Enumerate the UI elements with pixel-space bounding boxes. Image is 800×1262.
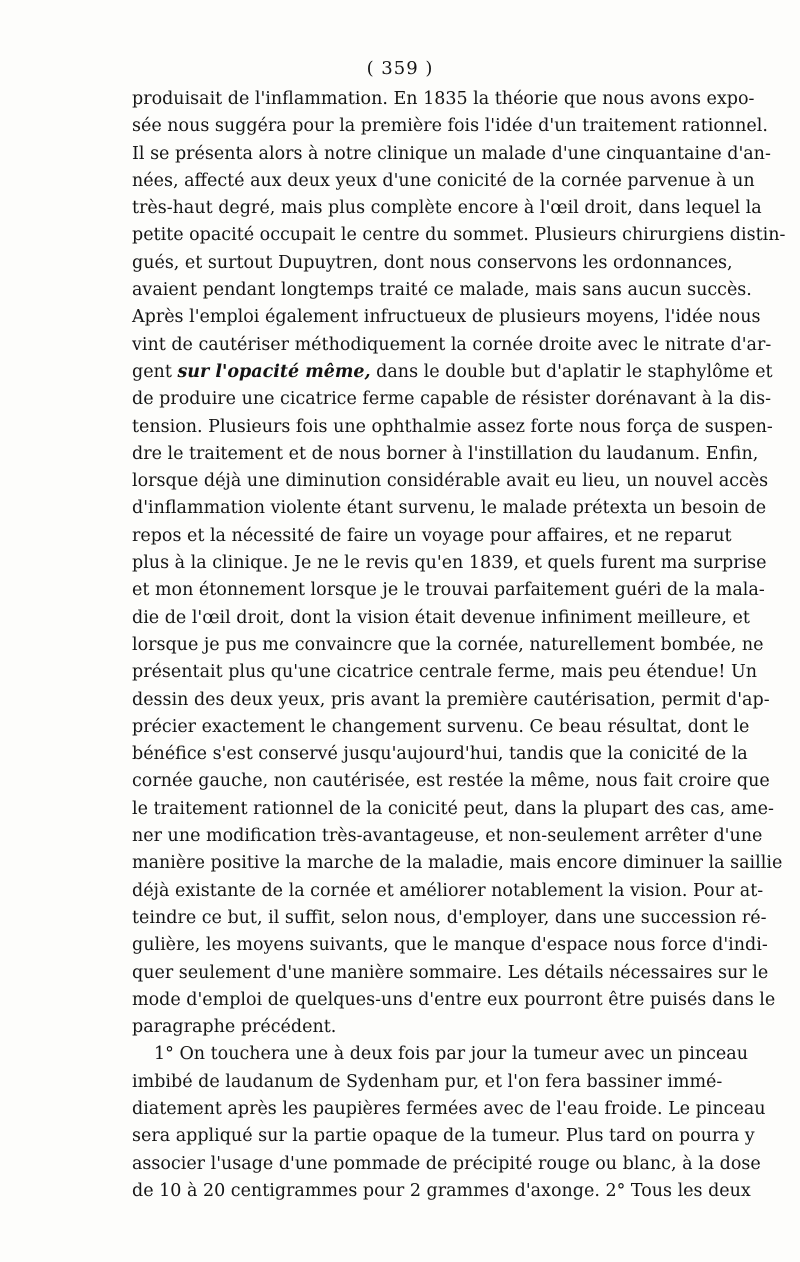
text-line: lorsque déjà une diminution considérable avait eu lieu, un nouvel accès: [132, 471, 769, 492]
text-line: imbibé de laudanum de Sydenham pur, et l'on fera bassiner immé-: [132, 1071, 723, 1092]
text-line: le traitement rationnel de la conicité peut, dans la plupart des cas, ame-: [132, 798, 774, 819]
text-line: mode d'emploi de quelques-uns d'entre eux pourront être puisés dans le: [132, 989, 776, 1010]
text-line: plus à la clinique. Je ne le revis qu'en 1839, et quels furent ma surprise: [132, 553, 767, 574]
text-line: manière positive la marche de la maladie, mais encore diminuer la saillie: [132, 853, 783, 874]
text-line: gués, et surtout Dupuytren, dont nous conservons les ordonnances,: [132, 252, 733, 273]
text-line: sée nous suggéra pour la première fois l'idée d'un traitement rationnel.: [132, 116, 768, 137]
text-line: d'inflammation violente étant survenu, le malade prétexta un besoin de: [132, 498, 767, 519]
paragraph: [132, 1041, 766, 1205]
text-line: petite opacité occupait le centre du sommet. Plusieurs chirurgiens distin-: [132, 225, 786, 246]
text-line: déjà existante de la cornée et améliorer notablement la vision. Pour at-: [132, 880, 764, 901]
body-text: [132, 86, 786, 1205]
text-line: tension. Plusieurs fois une ophthalmie assez forte nous força de suspen-: [132, 416, 773, 437]
text-line: 1° On touchera une à deux fois par jour la tumeur avec un pinceau: [154, 1044, 748, 1065]
text-line: quer seulement d'une manière sommaire. Les détails nécessaires sur le: [132, 962, 769, 983]
text-line: associer l'usage d'une pommade de précipité rouge ou blanc, à la dose: [132, 1153, 761, 1174]
text-line: produisait de l'inflammation. En 1835 la théorie que nous avons expo-: [132, 89, 755, 109]
text-line: die de l'œil droit, dont la vision était devenue infiniment meilleure, et: [132, 607, 750, 628]
text-line: gulière, les moyens suivants, que le manque d'espace nous force d'indi-: [132, 935, 768, 956]
text-line: lorsque je pus me convaincre que la cornée, naturellement bombée, ne: [132, 634, 764, 655]
text-line: dre le traitement et de nous borner à l'instillation du laudanum. Enfin,: [132, 443, 759, 464]
text-line: de 10 à 20 centigrammes pour 2 grammes d'axonge. 2° Tous les deux: [132, 1180, 751, 1201]
text-line: dessin des deux yeux, pris avant la première cautérisation, permit d'ap-: [132, 689, 770, 710]
text-line: avaient pendant longtemps traité ce malade, mais sans aucun succès.: [132, 280, 752, 301]
paragraph: [132, 86, 786, 1041]
text-line: sera appliqué sur la partie opaque de la tumeur. Plus tard on pourra y: [132, 1126, 755, 1147]
text-line: Après l'emploi également infructueux de plusieurs moyens, l'idée nous: [132, 307, 761, 328]
text-line: de produire une cicatrice ferme capable de résister dorénavant à la dis-: [132, 389, 772, 410]
text-line: repos et la nécessité de faire un voyage pour affaires, et ne reparut: [132, 525, 732, 546]
text-line: vint de cautériser méthodiquement la cornée droite avec le nitrate d'ar-: [132, 334, 772, 355]
emphasized-text: sur l'opacité même,: [177, 361, 371, 382]
text-line: présentait plus qu'une cicatrice centrale ferme, mais peu étendue! Un: [132, 662, 757, 683]
text-line: ner une modification très-avantageuse, et non-seulement arrêter d'une: [132, 826, 763, 847]
text-line: très-haut degré, mais plus complète encore à l'œil droit, dans lequel la: [132, 198, 762, 219]
text-line: diatement après les paupières fermées avec de l'eau froide. Le pinceau: [132, 1098, 766, 1119]
page-number: ( 359 ): [366, 58, 434, 79]
text-span: gent: [132, 361, 178, 382]
text-line: bénéfice s'est conservé jusqu'aujourd'hui, tandis que la conicité de la: [132, 744, 748, 765]
text-line: [132, 359, 773, 386]
text-span: dans le double but d'aplatir le staphylôme et: [370, 361, 773, 382]
text-line: précier exactement le changement survenu. Ce beau résultat, dont le: [132, 716, 750, 737]
text-line: teindre ce but, il suffit, selon nous, d'employer, dans une succession ré-: [132, 907, 767, 928]
text-line: Il se présenta alors à notre clinique un malade d'une cinquantaine d'an-: [132, 143, 771, 164]
text-line: nées, affecté aux deux yeux d'une conicité de la cornée parvenue à un: [132, 170, 755, 191]
text-line: paragraphe précédent.: [132, 1017, 337, 1038]
text-line: cornée gauche, non cautérisée, est restée la même, nous fait croire que: [132, 771, 770, 792]
text-line: et mon étonnement lorsque je le trouvai parfaitement guéri de la mala-: [132, 580, 765, 601]
